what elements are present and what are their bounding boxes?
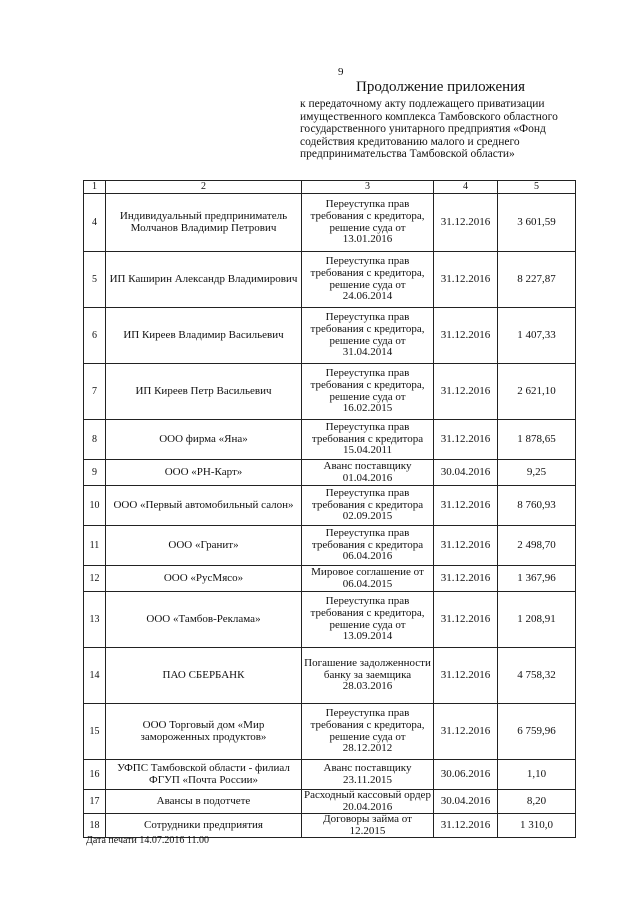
counterparty-cell: ИП Киреев Владимир Васильевич bbox=[106, 308, 302, 364]
table-row bbox=[84, 592, 576, 648]
basis-cell: Переуступка прав требования с кредитора 06.04.2016 bbox=[302, 526, 434, 566]
row-number-cell: 8 bbox=[84, 420, 106, 460]
row-number-cell: 9 bbox=[84, 460, 106, 486]
column-header: 4 bbox=[434, 181, 498, 194]
amount-cell: 1,10 bbox=[498, 760, 576, 790]
date-cell: 31.12.2016 bbox=[434, 308, 498, 364]
amount-cell: 1 407,33 bbox=[498, 308, 576, 364]
table-row bbox=[84, 420, 576, 460]
counterparty-cell: Авансы в подотчете bbox=[106, 790, 302, 814]
amount-cell: 1 367,96 bbox=[498, 566, 576, 592]
amount-cell: 2 621,10 bbox=[498, 364, 576, 420]
column-header: 1 bbox=[84, 181, 106, 194]
table-row bbox=[84, 486, 576, 526]
amount-cell: 8 760,93 bbox=[498, 486, 576, 526]
row-number-cell: 6 bbox=[84, 308, 106, 364]
date-cell: 30.04.2016 bbox=[434, 790, 498, 814]
date-cell: 31.12.2016 bbox=[434, 252, 498, 308]
table-row bbox=[84, 704, 576, 760]
date-cell: 31.12.2016 bbox=[434, 566, 498, 592]
counterparty-cell: ИП Киреев Петр Васильевич bbox=[106, 364, 302, 420]
date-cell: 31.12.2016 bbox=[434, 486, 498, 526]
page-number: 9 bbox=[338, 66, 344, 78]
counterparty-cell: ООО Торговый дом «Мир замороженных продуктов» bbox=[106, 704, 302, 760]
amount-cell: 1 208,91 bbox=[498, 592, 576, 648]
basis-cell: Переуступка прав требования с кредитора, решение суда от 13.01.2016 bbox=[302, 194, 434, 252]
amount-cell: 1 310,0 bbox=[498, 814, 576, 838]
row-number-cell: 17 bbox=[84, 790, 106, 814]
row-number-cell: 4 bbox=[84, 194, 106, 252]
table-row bbox=[84, 194, 576, 252]
date-cell: 31.12.2016 bbox=[434, 814, 498, 838]
amount-cell: 8 227,87 bbox=[498, 252, 576, 308]
table-row bbox=[84, 648, 576, 704]
basis-cell: Переуступка прав требования с кредитора, решение суда от 13.09.2014 bbox=[302, 592, 434, 648]
date-cell: 31.12.2016 bbox=[434, 592, 498, 648]
basis-cell: Договоры займа от 12.2015 bbox=[302, 814, 434, 838]
counterparty-cell: УФПС Тамбовской области - филиал ФГУП «Почта России» bbox=[106, 760, 302, 790]
basis-cell: Погашение задолженности банку за заемщика 28.03.2016 bbox=[302, 648, 434, 704]
amount-cell: 1 878,65 bbox=[498, 420, 576, 460]
counterparty-cell: ООО «Гранит» bbox=[106, 526, 302, 566]
debts-table bbox=[83, 180, 576, 838]
basis-cell: Аванс поставщику 01.04.2016 bbox=[302, 460, 434, 486]
row-number-cell: 15 bbox=[84, 704, 106, 760]
amount-cell: 2 498,70 bbox=[498, 526, 576, 566]
basis-cell: Переуступка прав требования с кредитора 02.09.2015 bbox=[302, 486, 434, 526]
row-number-cell: 11 bbox=[84, 526, 106, 566]
date-cell: 31.12.2016 bbox=[434, 194, 498, 252]
date-cell: 31.12.2016 bbox=[434, 526, 498, 566]
basis-cell: Аванс поставщику 23.11.2015 bbox=[302, 760, 434, 790]
counterparty-cell: ПАО СБЕРБАНК bbox=[106, 648, 302, 704]
row-number-cell: 12 bbox=[84, 566, 106, 592]
appendix-heading bbox=[300, 78, 600, 161]
date-cell: 30.06.2016 bbox=[434, 760, 498, 790]
table-row bbox=[84, 526, 576, 566]
date-cell: 31.12.2016 bbox=[434, 704, 498, 760]
row-number-cell: 14 bbox=[84, 648, 106, 704]
basis-cell: Переуступка прав требования с кредитора, решение суда от 28.12.2012 bbox=[302, 704, 434, 760]
date-cell: 30.04.2016 bbox=[434, 460, 498, 486]
date-cell: 31.12.2016 bbox=[434, 648, 498, 704]
row-number-cell: 5 bbox=[84, 252, 106, 308]
table-row bbox=[84, 790, 576, 814]
counterparty-cell: ООО «Тамбов-Реклама» bbox=[106, 592, 302, 648]
amount-cell: 4 758,32 bbox=[498, 648, 576, 704]
row-number-cell: 7 bbox=[84, 364, 106, 420]
date-cell: 31.12.2016 bbox=[434, 364, 498, 420]
counterparty-cell: ИП Каширин Александр Владимирович bbox=[106, 252, 302, 308]
counterparty-cell: ООО фирма «Яна» bbox=[106, 420, 302, 460]
amount-cell: 9,25 bbox=[498, 460, 576, 486]
row-number-cell: 13 bbox=[84, 592, 106, 648]
table-row bbox=[84, 460, 576, 486]
counterparty-cell: Сотрудники предприятия bbox=[106, 814, 302, 838]
table-row bbox=[84, 566, 576, 592]
column-header: 3 bbox=[302, 181, 434, 194]
amount-cell: 3 601,59 bbox=[498, 194, 576, 252]
appendix-title: Продолжение приложения bbox=[356, 79, 526, 95]
amount-cell: 6 759,96 bbox=[498, 704, 576, 760]
table-row bbox=[84, 760, 576, 790]
counterparty-cell: ООО «Первый автомобильный салон» bbox=[106, 486, 302, 526]
basis-cell: Переуступка прав требования с кредитора 15.04.2011 bbox=[302, 420, 434, 460]
counterparty-cell: ООО «РусМясо» bbox=[106, 566, 302, 592]
table-header-row bbox=[84, 181, 576, 194]
date-cell: 31.12.2016 bbox=[434, 420, 498, 460]
row-number-cell: 16 bbox=[84, 760, 106, 790]
table-row bbox=[84, 308, 576, 364]
print-date: Дата печати 14.07.2016 11.00 bbox=[86, 835, 210, 846]
table-row bbox=[84, 252, 576, 308]
row-number-cell: 10 bbox=[84, 486, 106, 526]
counterparty-cell: Индивидуальный предприниматель Молчанов Владимир Петрович bbox=[106, 194, 302, 252]
basis-cell: Переуступка прав требования с кредитора, решение суда от 16.02.2015 bbox=[302, 364, 434, 420]
basis-cell: Расходный кассовый ордер 20.04.2016 bbox=[302, 790, 434, 814]
counterparty-cell: ООО «РН-Карт» bbox=[106, 460, 302, 486]
basis-cell: Переуступка прав требования с кредитора, решение суда от 31.04.2014 bbox=[302, 308, 434, 364]
appendix-subtitle: к передаточному акту подлежащего приватизации имущественного комплекса Тамбовского областного государственного унитарного предприятия «Фонд содействия кредитованию малого и среднего предпринимательства Тамбовской области» bbox=[300, 98, 558, 160]
row-number-cell: 18 bbox=[84, 814, 106, 838]
basis-cell: Мировое соглашение от 06.04.2015 bbox=[302, 566, 434, 592]
basis-cell: Переуступка прав требования с кредитора, решение суда от 24.06.2014 bbox=[302, 252, 434, 308]
column-header: 5 bbox=[498, 181, 576, 194]
amount-cell: 8,20 bbox=[498, 790, 576, 814]
table-row bbox=[84, 364, 576, 420]
column-header: 2 bbox=[106, 181, 302, 194]
